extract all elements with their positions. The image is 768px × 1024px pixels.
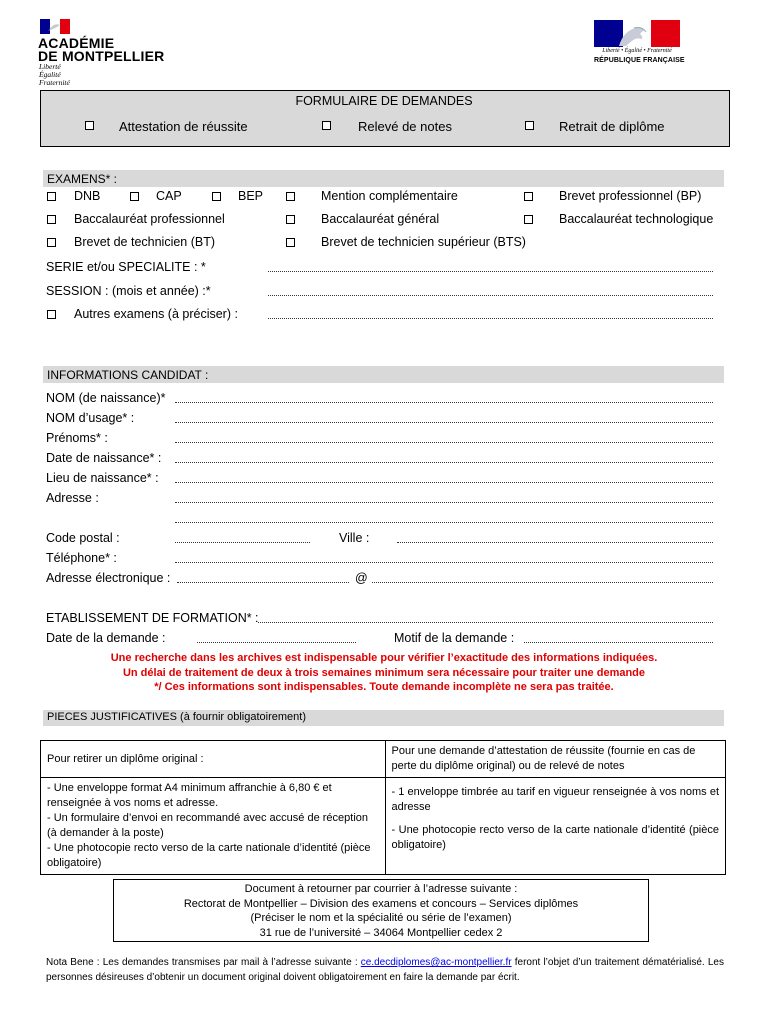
date-demande-label: Date de la demande : — [46, 631, 166, 645]
date-naissance-field[interactable] — [175, 462, 713, 463]
checkbox-bac-techno[interactable] — [524, 215, 533, 224]
date-demande-field[interactable] — [197, 642, 356, 643]
etablissement-field[interactable] — [258, 622, 713, 623]
checkbox-bep[interactable] — [212, 192, 221, 201]
address-line1: Document à retourner par courrier à l’adresse suivante : — [244, 883, 518, 895]
candidat-header: INFORMATIONS CANDIDAT : — [43, 366, 724, 383]
prenoms-field[interactable] — [175, 442, 713, 443]
checkbox-bac-general[interactable] — [286, 215, 295, 224]
list-item: - Une photocopie recto verso de la carte nationale d’identité (pièce obligatoire) — [47, 842, 371, 869]
exam-bac-pro-label: Baccalauréat professionnel — [74, 212, 225, 226]
col1-title: Pour retirer un diplôme original : — [41, 741, 386, 778]
telephone-field[interactable] — [175, 562, 713, 563]
exam-bep-label: BEP — [238, 189, 264, 203]
adresse-label: Adresse : — [46, 491, 99, 505]
marianne-flag-icon — [594, 20, 680, 47]
lieu-naissance-field[interactable] — [175, 482, 713, 483]
motif-label: Motif de la demande : — [394, 631, 515, 645]
adresse-field-line1[interactable] — [175, 502, 713, 503]
list-item: - Une photocopie recto verso de la carte nationale d’identité (pièce obligatoire) — [391, 824, 719, 851]
checkbox-bp[interactable] — [524, 192, 533, 201]
option-releve-label: Relevé de notes — [358, 119, 452, 134]
nom-naissance-label: NOM (de naissance)* — [46, 391, 166, 405]
examens-header: EXAMENS* : — [43, 170, 724, 187]
email-at-sign: @ — [355, 571, 368, 585]
checkbox-dnb[interactable] — [47, 192, 56, 201]
etablissement-label: ETABLISSEMENT DE FORMATION* : — [46, 611, 259, 625]
exam-bac-techno-label: Baccalauréat technologique — [559, 212, 714, 226]
code-postal-label: Code postal : — [46, 531, 120, 545]
table-row — [41, 741, 726, 778]
pieces-header: PIECES JUSTIFICATIVES (à fournir obligatoirement) — [43, 710, 724, 726]
warning-line1: Une recherche dans les archives est indispensable pour vérifier l’exactitude des informations indiquées. — [110, 652, 658, 664]
list-item: - Un formulaire d’envoi en recommandé avec accusé de réception (à demander à la poste) — [47, 812, 368, 839]
ville-label: Ville : — [339, 531, 370, 545]
list-item: - Une enveloppe format A4 minimum affranchie à 6,80 € et renseignée à vos noms et adresse. — [47, 782, 332, 809]
nom-usage-field[interactable] — [175, 422, 713, 423]
col2-items — [385, 778, 726, 875]
academie-name-line1: ACADÉMIE — [38, 35, 115, 51]
list-item: - 1 enveloppe timbrée au tarif en vigueur renseignée à vos noms et adresse — [391, 786, 719, 813]
session-label: SESSION : (mois et année) :* — [46, 284, 211, 298]
autres-examens-field[interactable] — [268, 318, 713, 319]
nom-usage-label: NOM d’usage* : — [46, 411, 135, 425]
republique-name: RÉPUBLIQUE FRANÇAISE — [594, 57, 685, 64]
checkbox-retrait[interactable] — [525, 121, 534, 130]
checkbox-autres-examens[interactable] — [47, 310, 56, 319]
exam-bts-label: Brevet de technicien supérieur (BTS) — [321, 235, 526, 249]
email-link[interactable]: ce.decdiplomes@ac-montpellier.fr — [360, 957, 512, 968]
checkbox-bts[interactable] — [286, 238, 295, 247]
exam-bp-label: Brevet professionnel (BP) — [559, 189, 702, 203]
republique-motto: Liberté • Égalité • Fraternité — [602, 48, 672, 54]
autres-examens-label: Autres examens (à préciser) : — [74, 307, 238, 321]
checkbox-releve[interactable] — [322, 121, 331, 130]
table-row — [41, 778, 726, 875]
serie-label: SERIE et/ou SPECIALITE : * — [46, 260, 206, 274]
lieu-naissance-label: Lieu de naissance* : — [46, 471, 159, 485]
checkbox-bac-pro[interactable] — [47, 215, 56, 224]
option-attestation-label: Attestation de réussite — [119, 119, 248, 134]
flag-icon — [40, 19, 70, 34]
telephone-label: Téléphone* : — [46, 551, 117, 565]
form-title: FORMULAIRE DE DEMANDES — [295, 94, 473, 108]
email-label: Adresse électronique : — [46, 571, 171, 585]
col2-title: Pour une demande d’attestation de réussite (fournie en cas de perte du diplôme original) ou de relevé de notes — [385, 741, 726, 778]
session-field[interactable] — [268, 295, 713, 296]
checkbox-cap[interactable] — [130, 192, 139, 201]
warning-line2: Un délai de traitement de deux à trois semaines minimum sera nécessaire pour traiter une demande — [122, 667, 646, 679]
code-postal-field[interactable] — [175, 542, 310, 543]
option-retrait-label: Retrait de diplôme — [559, 119, 665, 134]
motif-field[interactable] — [524, 642, 713, 643]
academie-name-line2: DE MONTPELLIER — [38, 48, 165, 64]
exam-bt-label: Brevet de technicien (BT) — [74, 235, 216, 249]
checkbox-mention-complementaire[interactable] — [286, 192, 295, 201]
col1-items — [41, 778, 386, 875]
nota-bene: Nota Bene : Les demandes transmises par mail à l’adresse suivante : ce.decdiplomes@ac-montpellier.fr feront l’objet d’un traitement dématérialisé. Les personnes désireuses d’obtenir un document original doivent obligatoirement en faire la demande par écrit. — [46, 957, 724, 983]
serie-field[interactable] — [268, 271, 713, 272]
exam-cap-label: CAP — [156, 189, 182, 203]
checkbox-bt[interactable] — [47, 238, 56, 247]
exam-dnb-label: DNB — [74, 189, 101, 203]
warning-line3: */ Ces informations sont indispensables. Toute demande incomplète ne sera pas traitée. — [154, 681, 614, 693]
date-naissance-label: Date de naissance* : — [46, 451, 162, 465]
email-user-field[interactable] — [177, 582, 349, 583]
checkbox-attestation[interactable] — [85, 121, 94, 130]
address-line3: (Préciser le nom et la spécialité ou série de l’examen) — [250, 912, 512, 924]
motto-fraternite: Fraternité — [39, 78, 70, 87]
address-line4: 31 rue de l’université – 34064 Montpellier cedex 2 — [259, 926, 503, 939]
pieces-table — [40, 740, 726, 875]
exam-bac-general-label: Baccalauréat général — [321, 212, 440, 226]
nom-naissance-field[interactable] — [175, 402, 713, 403]
address-box — [113, 879, 649, 942]
address-line2: Rectorat de Montpellier – Division des examens et concours – Services diplômes — [183, 897, 579, 910]
ville-field[interactable] — [397, 542, 713, 543]
email-domain-field[interactable] — [372, 582, 713, 583]
exam-mention-label: Mention complémentaire — [321, 189, 458, 203]
adresse-field-line2[interactable] — [175, 522, 713, 523]
motto-egalite: Égalité — [39, 70, 61, 79]
motto-liberte: Liberté — [39, 62, 61, 71]
prenoms-label: Prénoms* : — [46, 431, 108, 445]
